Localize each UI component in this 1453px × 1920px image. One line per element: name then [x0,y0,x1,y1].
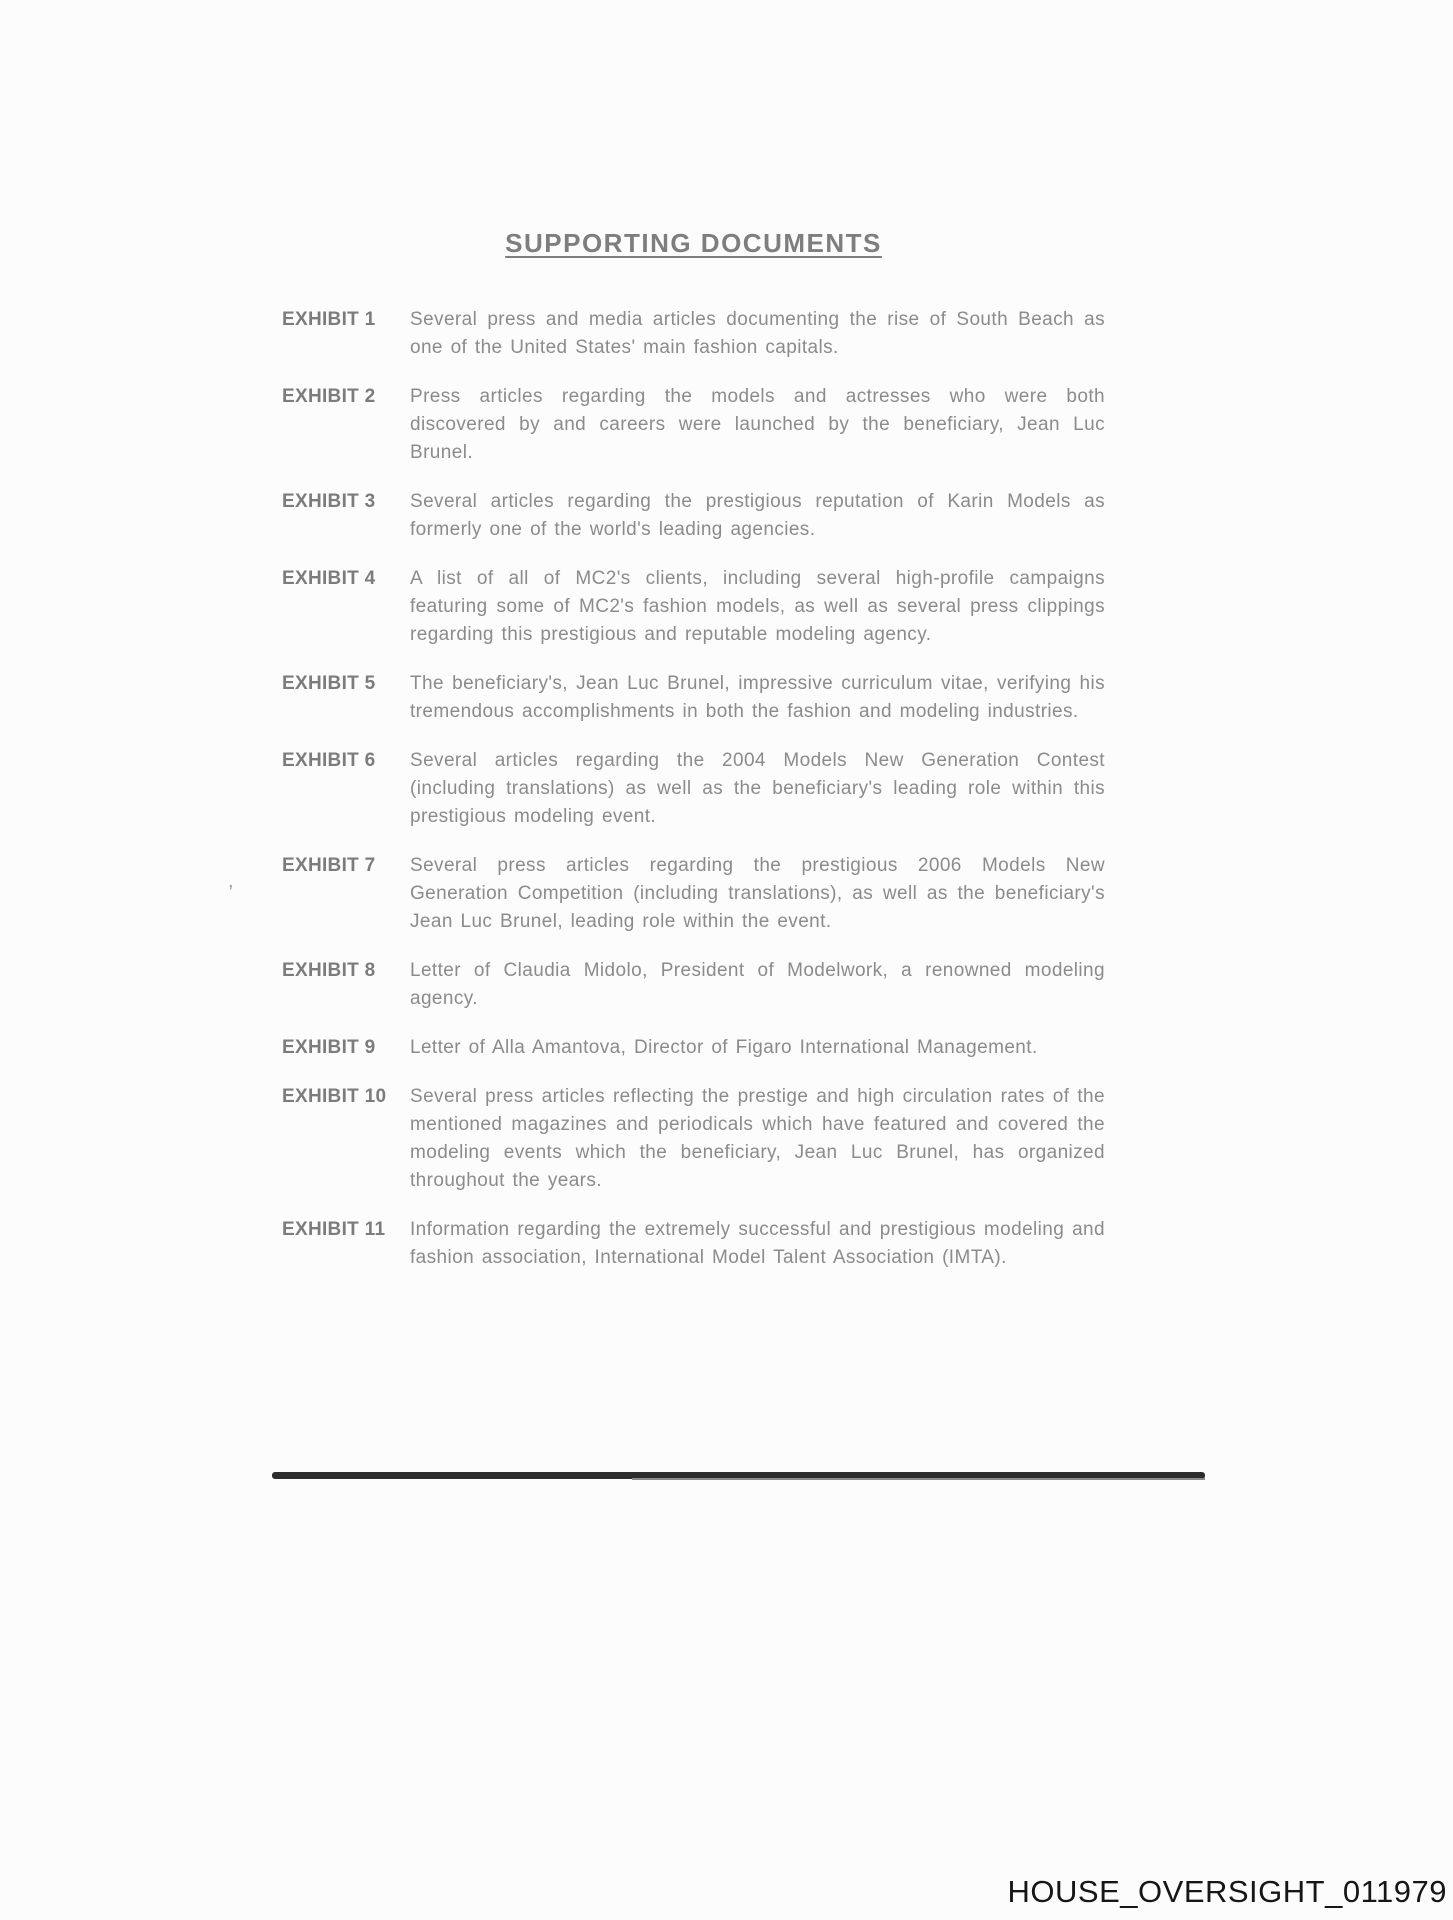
exhibit-text: Several press articles reflecting the prestige and high circulation rates of the mentioned magazines and periodicals which have featured and covered the modeling events which the beneficiary, Jean Luc Brunel, has organized throughout the years. [410,1086,1105,1191]
exhibit-label: EXHIBIT 1 [282,309,376,330]
exhibit-row [282,565,1105,649]
exhibit-label: EXHIBIT 5 [282,673,376,694]
scan-artifact-mark: , [228,870,234,892]
exhibit-row [282,383,1105,467]
exhibit-text: Press articles regarding the models and actresses who were both discovered by and careers were launched by the beneficiary, Jean Luc Brunel. [410,386,1105,463]
exhibit-text: Several articles regarding the prestigious reputation of Karin Models as formerly one of the world's leading agencies. [410,491,1105,540]
exhibit-row [282,957,1105,1013]
exhibit-label: EXHIBIT 8 [282,960,376,981]
exhibit-row [282,1034,1105,1062]
exhibit-row [282,306,1105,362]
exhibit-label: EXHIBIT 3 [282,491,376,512]
page-title: SUPPORTING DOCUMENTS [505,228,882,258]
exhibit-text: A list of all of MC2's clients, including several high-profile campaigns featuring some of MC2's fashion models, as well as several press clippings regarding this prestigious and reputable modeling agency. [410,568,1105,645]
exhibit-text: The beneficiary's, Jean Luc Brunel, impressive curriculum vitae, verifying his tremendous accomplishments in both the fashion and modeling industries. [410,673,1105,722]
exhibit-label: EXHIBIT 7 [282,855,376,876]
exhibit-row [282,852,1105,936]
exhibit-label: EXHIBIT 11 [282,1219,386,1240]
exhibit-row [282,1083,1105,1195]
exhibit-label: EXHIBIT 6 [282,750,376,771]
exhibit-list [282,306,1105,1293]
exhibit-text: Several articles regarding the 2004 Models New Generation Contest (including translations) as well as the beneficiary's leading role within this prestigious modeling event. [410,750,1105,827]
exhibit-text: Letter of Alla Amantova, Director of Figaro International Management. [410,1037,1038,1058]
exhibit-text: Several press and media articles documenting the rise of South Beach as one of the United States' main fashion capitals. [410,309,1105,358]
exhibit-label: EXHIBIT 4 [282,568,376,589]
exhibit-text: Letter of Claudia Midolo, President of Modelwork, a renowned modeling agency. [410,960,1105,1009]
exhibit-row [282,670,1105,726]
exhibit-text: Information regarding the extremely successful and prestigious modeling and fashion association, International Model Talent Association (IMTA). [410,1219,1105,1268]
separator-rule [272,1472,1205,1479]
exhibit-label: EXHIBIT 10 [282,1086,387,1107]
exhibit-row [282,488,1105,544]
bates-number: HOUSE_OVERSIGHT_011979 [1007,1874,1447,1909]
exhibit-label: EXHIBIT 2 [282,386,376,407]
exhibit-row [282,747,1105,831]
exhibit-row [282,1216,1105,1272]
exhibit-text: Several press articles regarding the prestigious 2006 Models New Generation Competition (including translations), as well as the beneficiary's Jean Luc Brunel, leading role within the event. [410,855,1105,932]
exhibit-label: EXHIBIT 9 [282,1037,376,1058]
